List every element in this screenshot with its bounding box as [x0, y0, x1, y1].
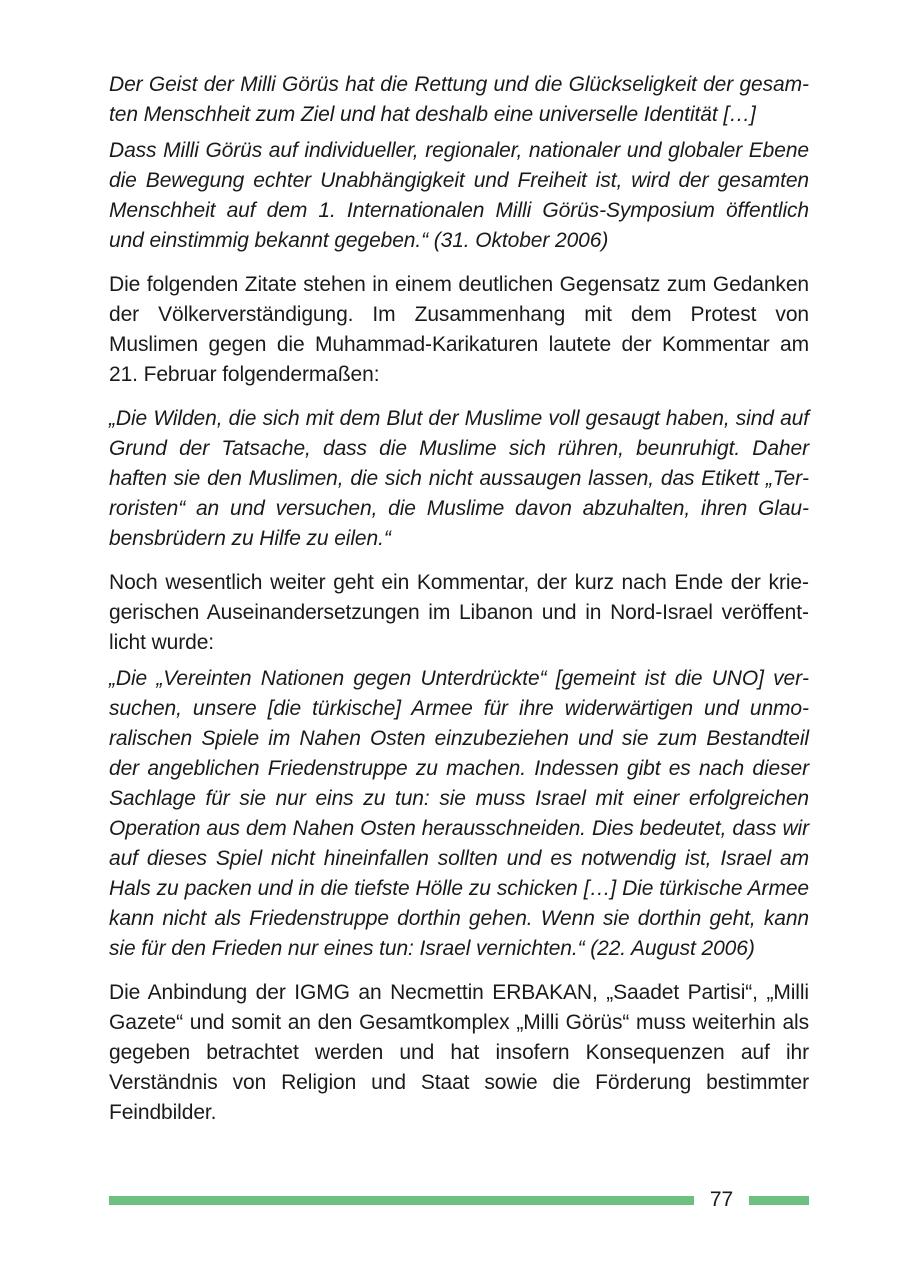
page-footer [109, 1184, 809, 1216]
quote-milli-gorus-spirit: Der Geist der Milli Görüs hat die Rettung und die Glückseligkeit der gesamten Menschheit zum Ziel und hat deshalb eine universelle Identität […] [109, 73, 809, 126]
footer-rule-right [749, 1196, 809, 1205]
quote-united-nations: „Die „Vereinten Nationen gegen Unterdrückte“ [gemeint ist die UNO] versuchen, unsere [die türkische] Armee für ihre widerwärtigen und unmoralischen Spiele im Nahen Osten einzubeziehen und sie zum Bestandteil der angeblichen Friedenstruppe zu machen. Indessen gibt es nach dieser Sachlage für sie nur eins zu tun: sie muss Israel mit einer erfolgreichen Operation aus dem Nahen Osten herausschneiden. Dies bedeutet, dass wir auf dieses Spiel nicht hineinfallen sollten und es notwendig ist, Israel am Hals zu packen und in die tiefste Hölle zu schicken […] Die türkische Armee kann nicht als Friedenstruppe dorthin gehen. Wenn sie dorthin geht, kann sie für den Frieden nur eines tun: Israel vernichten.“ (22. August 2006) [109, 667, 809, 960]
paragraph-igmg-conclusion: Die Anbindung der IGMG an Necmettin ERBAKAN, „Saadet Partisi“, „Milli Gazete“ und somit an den Gesamtkomplex „Milli Görüs“ muss weiterhin als gegeben betrachtet werden und hat insofern Konsequenzen auf ihr Verständnis von Religion und Staat sowie die Förderung bestimmter Feindbilder. [109, 981, 809, 1124]
page-body [109, 70, 809, 1128]
quote-symposium-declaration: Dass Milli Görüs auf individueller, regionaler, nationaler und globaler Ebene die Bewegung echter Unabhängigkeit und Freiheit ist, wird der gesamten Menschheit auf dem 1. Internationalen Milli Görüs-Symposium öffentlich und einstimmig bekannt gegeben.“ (31. Oktober 2006) [109, 139, 809, 252]
paragraph-opposing-quotes: Die folgenden Zitate stehen in einem deutlichen Gegensatz zum Gedanken der Völkerverständigung. Im Zusammenhang mit dem Protest von Muslimen gegen die Muhammad-Karikaturen lautete der Kommentar am 21. Februar folgendermaßen: [109, 273, 809, 386]
quote-cartoon-commentary: „Die Wilden, die sich mit dem Blut der Muslime voll gesaugt haben, sind auf Grund der Tatsache, dass die Muslime sich rühren, beunruhigt. Daher haften sie den Muslimen, die sich nicht aussaugen lassen, das Etikett „Terroristen“ an und versuchen, die Muslime davon abzuhalten, ihren Glaubensbrüdern zu Hilfe zu eilen.“ [109, 407, 809, 550]
paragraph-lebanon-commentary: Noch wesentlich weiter geht ein Kommentar, der kurz nach Ende der kriegerischen Auseinandersetzungen im Libanon und in Nord-Israel veröffentlicht wurde: [109, 571, 809, 654]
footer-rule-left [109, 1196, 694, 1205]
page-number: 77 [709, 1188, 734, 1211]
